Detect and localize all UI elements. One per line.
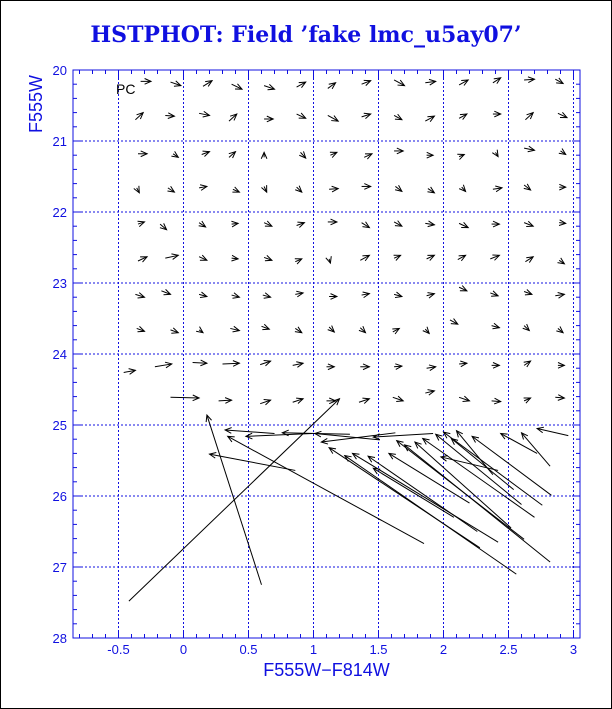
vector-arrow [394,114,402,120]
vector-arrow [524,398,531,403]
x-axis-label: F555W−F814W [263,660,390,680]
vector-shaft [207,415,262,585]
vector-arrow [167,186,174,192]
vector-arrow [368,456,477,531]
vector-arrow [556,326,563,332]
vector-arrow [329,186,338,192]
vector-arrow [524,184,531,190]
vector-arrow [425,116,434,122]
vector-arrowhead [205,81,212,87]
vector-arrow [203,81,212,87]
vector-arrow [231,255,238,261]
vector-arrow [327,364,335,370]
vector-arrow [297,82,306,88]
vector-arrowhead [457,154,464,159]
vector-arrow [392,328,399,334]
vector-arrow [523,324,530,330]
vector-arrow [362,184,371,190]
vector-arrow [232,293,240,299]
vector-shaft [522,433,551,466]
vector-arrow [326,256,331,263]
vector-arrow [171,328,179,333]
vector-arrowhead [171,151,178,157]
y-tick-label: 24 [52,347,67,362]
vector-arrow [427,152,434,158]
x-tick-label: 1 [309,642,318,657]
vector-arrow [394,221,402,227]
vector-arrow [436,434,522,504]
vector-arrow [459,361,467,367]
vector-arrow [459,396,469,401]
vector-arrow [559,149,566,155]
vector-arrow [206,415,261,585]
vector-arrow [459,286,467,291]
y-tick-label: 28 [52,631,67,646]
vector-arrow [230,326,239,332]
vector-arrow [362,222,370,228]
vector-arrow [160,223,167,229]
vector-arrow [165,254,178,260]
vector-arrow [359,398,369,403]
vector-shaft [171,397,200,398]
vector-arrow [264,221,272,226]
vector-arrowhead [326,256,331,263]
vector-arrow [559,220,566,226]
vector-arrow [360,364,369,370]
vector-arrow [260,400,270,405]
vector-arrow [328,115,338,121]
vector-arrowhead [134,186,139,193]
pc-annotation: PC [116,81,136,97]
vector-arrow [295,327,302,333]
vector-arrow [524,221,533,226]
vector-arrow [423,327,429,334]
chart-title: HSTPHOT: Field ’fake lmc_u5ay07’ [90,22,522,48]
vector-arrow [328,83,336,89]
vector-arrow [135,113,143,120]
vector-arrow [246,433,312,439]
vector-arrow [199,221,206,227]
vector-arrowhead [368,456,375,462]
vector-arrow [459,185,465,192]
vector-arrow [359,326,366,332]
vector-arrow [524,289,532,294]
vector-field [124,77,569,601]
vector-arrow [264,255,272,260]
vector-shaft [451,438,513,489]
vector-arrow [161,289,170,294]
vector-arrow [219,398,232,404]
vector-arrowhead [362,222,369,228]
vector-arrow [393,396,403,401]
vector-arrow [451,438,513,489]
vector-arrow [196,327,203,333]
vector-arrow [262,324,270,329]
vector-arrow [397,441,524,540]
vector-arrow [231,221,238,227]
vector-arrow [199,255,207,260]
vector-arrow [364,154,372,159]
vector-arrow [458,255,466,261]
vector-arrow [555,395,564,401]
x-tick-label: 0.5 [239,642,258,657]
vector-arrow [457,154,464,159]
x-tick-label: 1.5 [369,642,388,657]
x-tick-label: -0.5 [107,642,130,657]
vector-arrow [295,186,302,192]
vector-arrowhead [494,78,501,84]
vector-arrow [138,221,145,226]
vector-arrow [427,255,435,260]
vector-arrow [492,150,498,157]
vector-arrow [171,81,181,86]
vector-arrow [299,151,305,158]
vector-arrow [330,152,337,157]
vector-arrowhead [295,327,302,333]
vector-arrow [321,433,395,444]
vector-arrow [225,428,274,434]
vector-arrow [264,84,274,89]
vector-arrow [135,293,144,298]
y-axis-label: F555W [26,74,46,134]
vector-arrow [232,187,239,192]
vector-arrow [537,427,568,435]
vector-arrow [328,219,337,225]
vector-arrow [427,187,434,193]
vector-arrow [261,185,266,192]
vector-arrow [328,326,335,332]
vector-arrowhead [492,150,498,157]
grid [73,70,580,638]
vector-arrow [459,222,468,227]
vector-arrow [124,369,136,375]
vector-arrowhead [389,453,396,459]
vector-arrow [229,114,237,121]
vector-arrow [362,80,371,85]
x-tick-label: 2 [439,642,448,657]
vector-arrow [362,113,371,118]
axis-ticks [53,63,580,657]
vector-arrowhead [559,149,566,155]
vector-arrow [558,363,565,369]
vector-arrow [524,361,531,367]
vector-arrowhead [329,448,336,454]
vector-arrow [394,255,401,260]
vector-arrow [264,116,273,122]
vector-arrowhead [199,221,206,227]
vector-arrowhead [353,453,360,459]
vector-arrow [525,113,533,120]
y-tick-label: 21 [52,134,67,149]
vector-arrow [329,294,337,300]
vector-arrow [555,293,564,299]
vector-arrow [353,453,499,542]
y-tick-label: 20 [52,63,67,78]
vector-arrow [134,186,139,193]
vector-shaft [444,432,543,505]
vector-arrow [555,78,563,84]
vector-arrow [450,319,458,325]
vector-arrowhead [373,468,380,474]
vector-arrow [492,323,500,329]
x-tick-label: 2.5 [499,642,518,657]
x-tick-label: 0 [179,642,188,657]
vector-arrow [425,79,435,85]
vector-arrow [210,453,296,471]
vector-arrow [232,84,242,89]
vector-arrow [295,291,303,297]
vector-arrow [362,292,370,298]
vector-arrow [199,292,207,298]
vector-arrow [427,365,436,371]
vector-arrow [425,221,434,227]
vector-arrow [492,363,500,369]
vector-arrow [141,79,151,85]
vector-arrow [394,364,402,370]
vector-arrow [199,185,207,191]
vector-arrow [229,152,236,158]
vector-arrow [155,362,172,368]
y-tick-label: 22 [52,205,67,220]
vector-arrow [297,113,306,118]
vector-arrow [394,80,404,86]
vector-arrow [493,111,501,117]
vector-shaft [353,453,499,542]
x-tick-label: 3 [569,642,578,657]
vector-arrowhead [526,257,533,263]
vector-shaft [223,363,240,364]
vector-arrow [137,326,145,331]
vector-shaft [225,430,274,434]
vector-arrow [492,398,501,404]
vector-arrow [202,151,210,156]
vector-arrow [427,293,435,299]
vector-arrow [490,255,499,260]
y-tick-label: 27 [52,560,67,575]
vector-shaft [501,434,537,454]
vector-arrow [193,360,207,366]
vector-arrow [525,257,533,263]
vector-arrow [558,258,565,264]
vector-arrowhead [427,187,434,193]
vector-arrow [524,77,534,83]
vector-shaft [441,457,498,470]
vector-arrow [444,432,543,505]
y-tick-label: 25 [52,418,67,433]
vector-arrow [171,395,200,401]
vector-arrow [459,114,467,120]
y-tick-label: 26 [52,489,67,504]
vector-arrowhead [261,185,266,192]
vector-arrow [394,148,403,154]
vector-arrow [490,291,498,296]
vector-shaft [436,434,522,504]
vector-arrow [223,361,240,367]
vector-arrow [501,434,537,454]
vector-arrowhead [167,186,174,192]
vector-arrow [138,151,147,157]
y-tick-label: 23 [52,276,67,291]
vector-shaft [368,456,477,531]
vector-arrow [360,255,369,261]
vector-arrow [492,221,500,227]
vector-arrow [295,259,302,264]
vector-arrow [293,398,303,403]
vector-arrow [395,185,402,191]
vector-arrow [493,186,502,192]
vector-arrow [559,184,566,190]
vector-shaft [397,441,524,540]
vector-arrow [524,146,534,152]
vector-arrow [138,257,147,262]
vector-arrow [425,390,434,396]
vector-arrow [459,80,468,86]
vector-arrow [493,78,501,84]
vector-arrow [297,222,305,227]
vector-arrow [165,113,174,119]
vector-arrow [171,151,178,157]
vector-arrowhead [558,258,565,264]
vector-arrow [261,152,267,158]
vector-arrow [394,292,402,298]
vector-arrow [263,293,271,299]
vector-arrow [260,360,270,365]
vector-arrow [293,362,303,368]
vector-arrow [522,433,551,466]
vector-arrow [199,111,209,117]
vector-arrowhead [524,361,531,367]
vector-arrow [558,112,567,117]
